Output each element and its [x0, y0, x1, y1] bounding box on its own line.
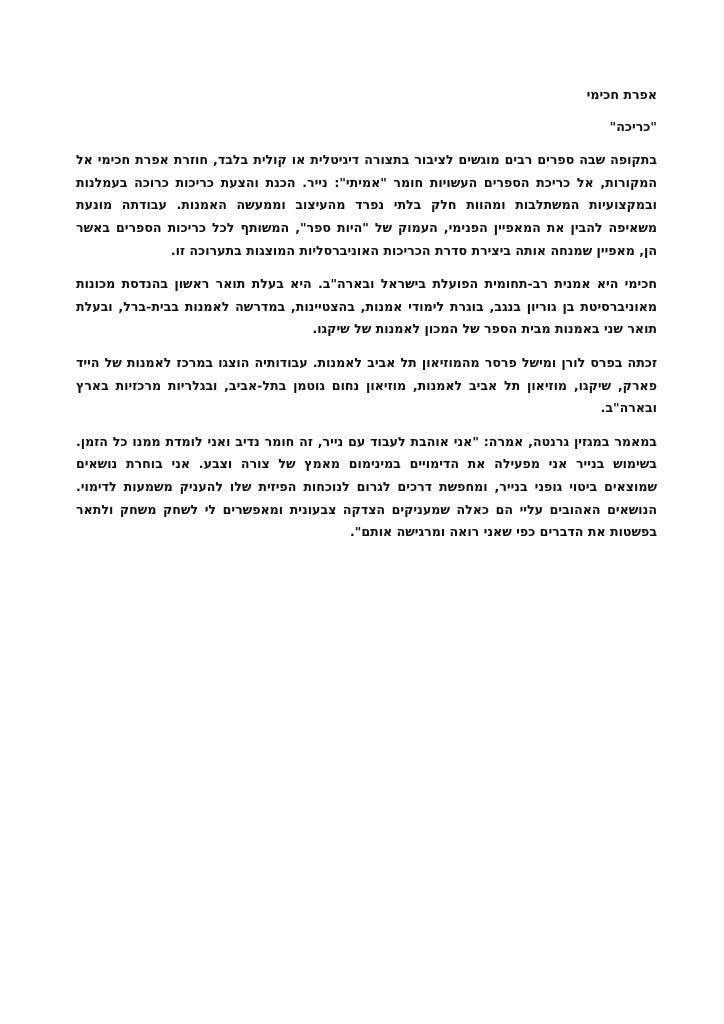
paragraph-awards: זכתה בפרס לורן ומישל פרסר מהמוזיאון תל אביב לאמנות. עבודותיה הוצגו במרכז לאמנות של הייד פארק, שיקגו, מוזיאון תל אביב לאמנות, מוזיאון נחום גוטמן בתל-אביב, ובגלריות מרכזיות בארץ ובארה"ב. [76, 354, 657, 416]
document-body [76, 84, 657, 555]
paragraph-intro: בתקופה שבה ספרים רבים מוגשים לציבור בתצורה דיגיטלית או קולית בלבד, חוזרת אפרת חכימי אל המקורות, אל כריכת הספרים העשויות חומר "אמיתי": נייר. הכנת והצעת כריכות כרוכה בעמלנות ובמקצועיות המשתלבות ומהוות חלק בלתי נפרד מהעיצוב וממעשה האמנות. עבודתה מונעת משאיפה להבין את המאפיין הפנימי, העמוק של "היות ספר", המשותף לכל כריכות הספרים באשר הן, מאפיין שמנחה אותה ביצירת סדרת הכריכות האוניברסליות המוצגות בתערוכה זו. [76, 152, 657, 258]
document-title: "כריכה" [609, 118, 657, 134]
author-name: אפרת חכימי [586, 87, 657, 102]
paragraph-quote: במאמר במגזין גרנטה, אמרה: "אני אוהבת לעבוד עם נייר, זה חומר נדיב ואני לומדת ממנו כל הזמן. בשימוש בנייר אני מפעילה את הדימויים במינימום מאמץ של צורה וצבע. אני בוחרת נושאים שמוצאים ביטוי גופני בנייר, ומחפשת דרכים לגרום לנוכחות הפיזית שלו להעניק משמעות לדימוי. הנושאים האהובים עליי הם כאלה שמעניקים הצדקה צבעונית ומאפשרים לי לשחק משחק ולתאר בפשטות את הדברים כפי שאני רואה ומרגישה אותם". [76, 433, 657, 540]
paragraph-biography: חכימי היא אמנית רב-תחומית הפועלת בישראל ובארה"ב. היא בעלת תואר ראשון בהנדסת מכונות מאוניברסיטת בן גוריון בנגב, בוגרת לימודי אמנות, בהצטיינות, במדרשה לאמנות בבית-ברל, ובעלת תואר שני באמנות מבית הספר של המכון לאמנות של שיקגו. [76, 276, 657, 337]
